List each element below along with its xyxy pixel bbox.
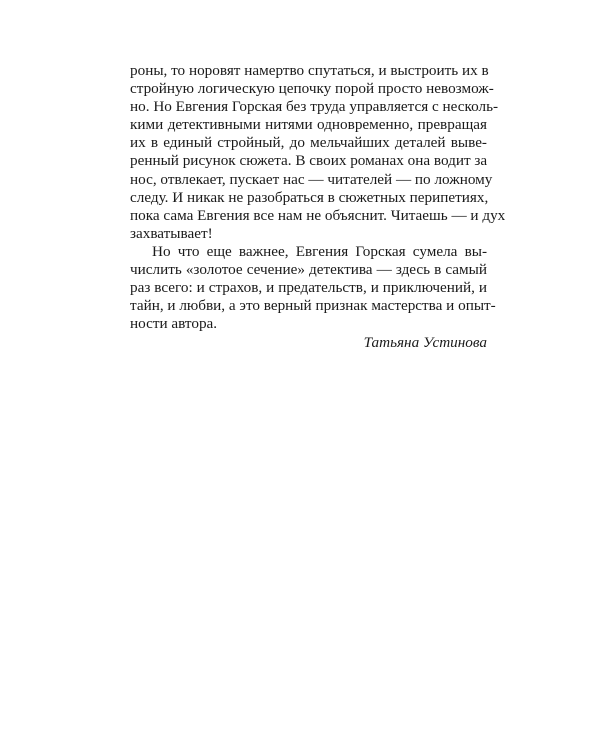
text-line: захватывает!: [130, 224, 213, 242]
text-line: числить «золотое сечение» детектива — здесь в самый: [130, 261, 487, 279]
text-line: их в единый стройный, до мельчайших деталей выве-: [130, 134, 487, 152]
text-line: стройную логическую цепочку порой просто невозмож-: [130, 80, 494, 98]
text-line: ности автора.: [130, 315, 218, 333]
text-line: пока сама Евгения все нам не объяснит. Читаешь — и дух: [130, 206, 506, 224]
text-line: следу. И никак не разобраться в сюжетных перипетиях,: [130, 188, 489, 206]
text-line: нос, отвлекает, пускает нас — читателей — по ложному: [130, 170, 493, 188]
text-line: роны, то норовят намертво спутаться, и выстроить их в: [130, 62, 489, 79]
text-line: кими детективными нитями одновременно, превращая: [130, 116, 487, 134]
author-signature: Татьяна Устинова: [363, 334, 487, 352]
text-line: раз всего: и страхов, и предательств, и приключений, и: [130, 279, 487, 297]
document-page: [130, 62, 506, 353]
text-line: но. Но Евгения Горская без труда управляется с несколь-: [130, 98, 499, 116]
text-line: тайн, и любви, а это верный признак мастерства и опыт-: [130, 297, 496, 315]
paragraph-2: [130, 242, 496, 333]
paragraph-1: [130, 62, 506, 243]
text-line: ренный рисунок сюжета. В своих романах она водит за: [130, 152, 488, 170]
text-line: Но что еще важнее, Евгения Горская сумела вы-: [152, 242, 487, 260]
